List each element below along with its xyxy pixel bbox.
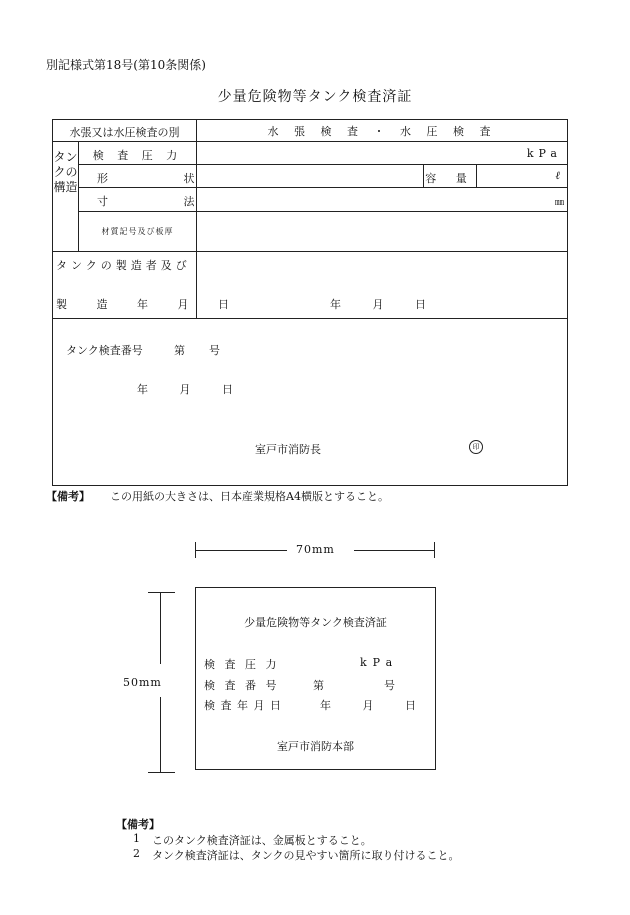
note1-text: この用紙の大きさは、日本産業規格A4横版とすること。 [110, 490, 389, 503]
plate-pressure-unit: kPa [360, 656, 399, 669]
plate-date-value: 年 月 日 [320, 699, 430, 712]
material-label: 材質記号及び板厚 [101, 227, 174, 236]
plate-height-label: 50mm [123, 676, 162, 689]
plate-number-go: 号 [384, 679, 395, 692]
plate-date-label: 検 査 年 月 日 [204, 699, 282, 712]
inspection-number-go: 号 [209, 344, 220, 357]
issuer-name: 室戸市消防長 [255, 443, 321, 456]
shape-label: 形 状 [97, 172, 231, 185]
capacity-unit: ℓ [555, 169, 560, 182]
plate-number-label: 検 査 番 号 [204, 679, 280, 692]
pressure-unit: kPa [526, 147, 562, 160]
tank-structure-label: タンクの構造 [53, 150, 78, 194]
note2-item-text: このタンク検査済証は、金属板とすること。 [152, 834, 372, 847]
inspection-number-label: タンク検査番号 [66, 344, 143, 357]
plate-issuer: 室戸市消防本部 [277, 740, 354, 753]
plate-pressure-label: 検 査 圧 力 [204, 658, 280, 671]
page-title: 少量危険物等タンク検査済証 [217, 89, 413, 105]
dimension-unit: ㎜ [554, 198, 564, 208]
maker-label-line2: 製 造 年 月 日 [56, 298, 242, 311]
maker-label-line1: タンクの製造者及び [56, 259, 191, 272]
note2-item-num: 1 [133, 832, 140, 845]
capacity-label: 容 量 [425, 172, 475, 185]
test-type-label: 水張又は水圧検査の別 [69, 126, 180, 139]
inspection-date: 年 月 日 [137, 383, 247, 396]
plate-title: 少量危険物等タンク検査済証 [244, 616, 387, 629]
plate-number-dai: 第 [313, 679, 324, 692]
note2-item-num: 2 [133, 847, 140, 860]
test-type-value: 水 張 検 査 ・ 水 圧 検 査 [267, 125, 497, 138]
seal-stamp: 印 [469, 440, 483, 454]
inspection-number-dai: 第 [174, 344, 185, 357]
manufacture-date: 年 月 日 [330, 298, 440, 311]
note1-label: 【備考】 [46, 490, 90, 503]
note2-label: 【備考】 [116, 818, 160, 831]
plate-width-label: 70mm [296, 543, 335, 556]
note2-item-text: タンク検査済証は、タンクの見やすい箇所に取り付けること。 [152, 849, 460, 862]
form-reference: 別記様式第18号(第10条関係) [46, 58, 206, 72]
pressure-label: 検 査 圧 力 [92, 149, 183, 162]
dimension-label: 寸 法 [97, 195, 231, 208]
